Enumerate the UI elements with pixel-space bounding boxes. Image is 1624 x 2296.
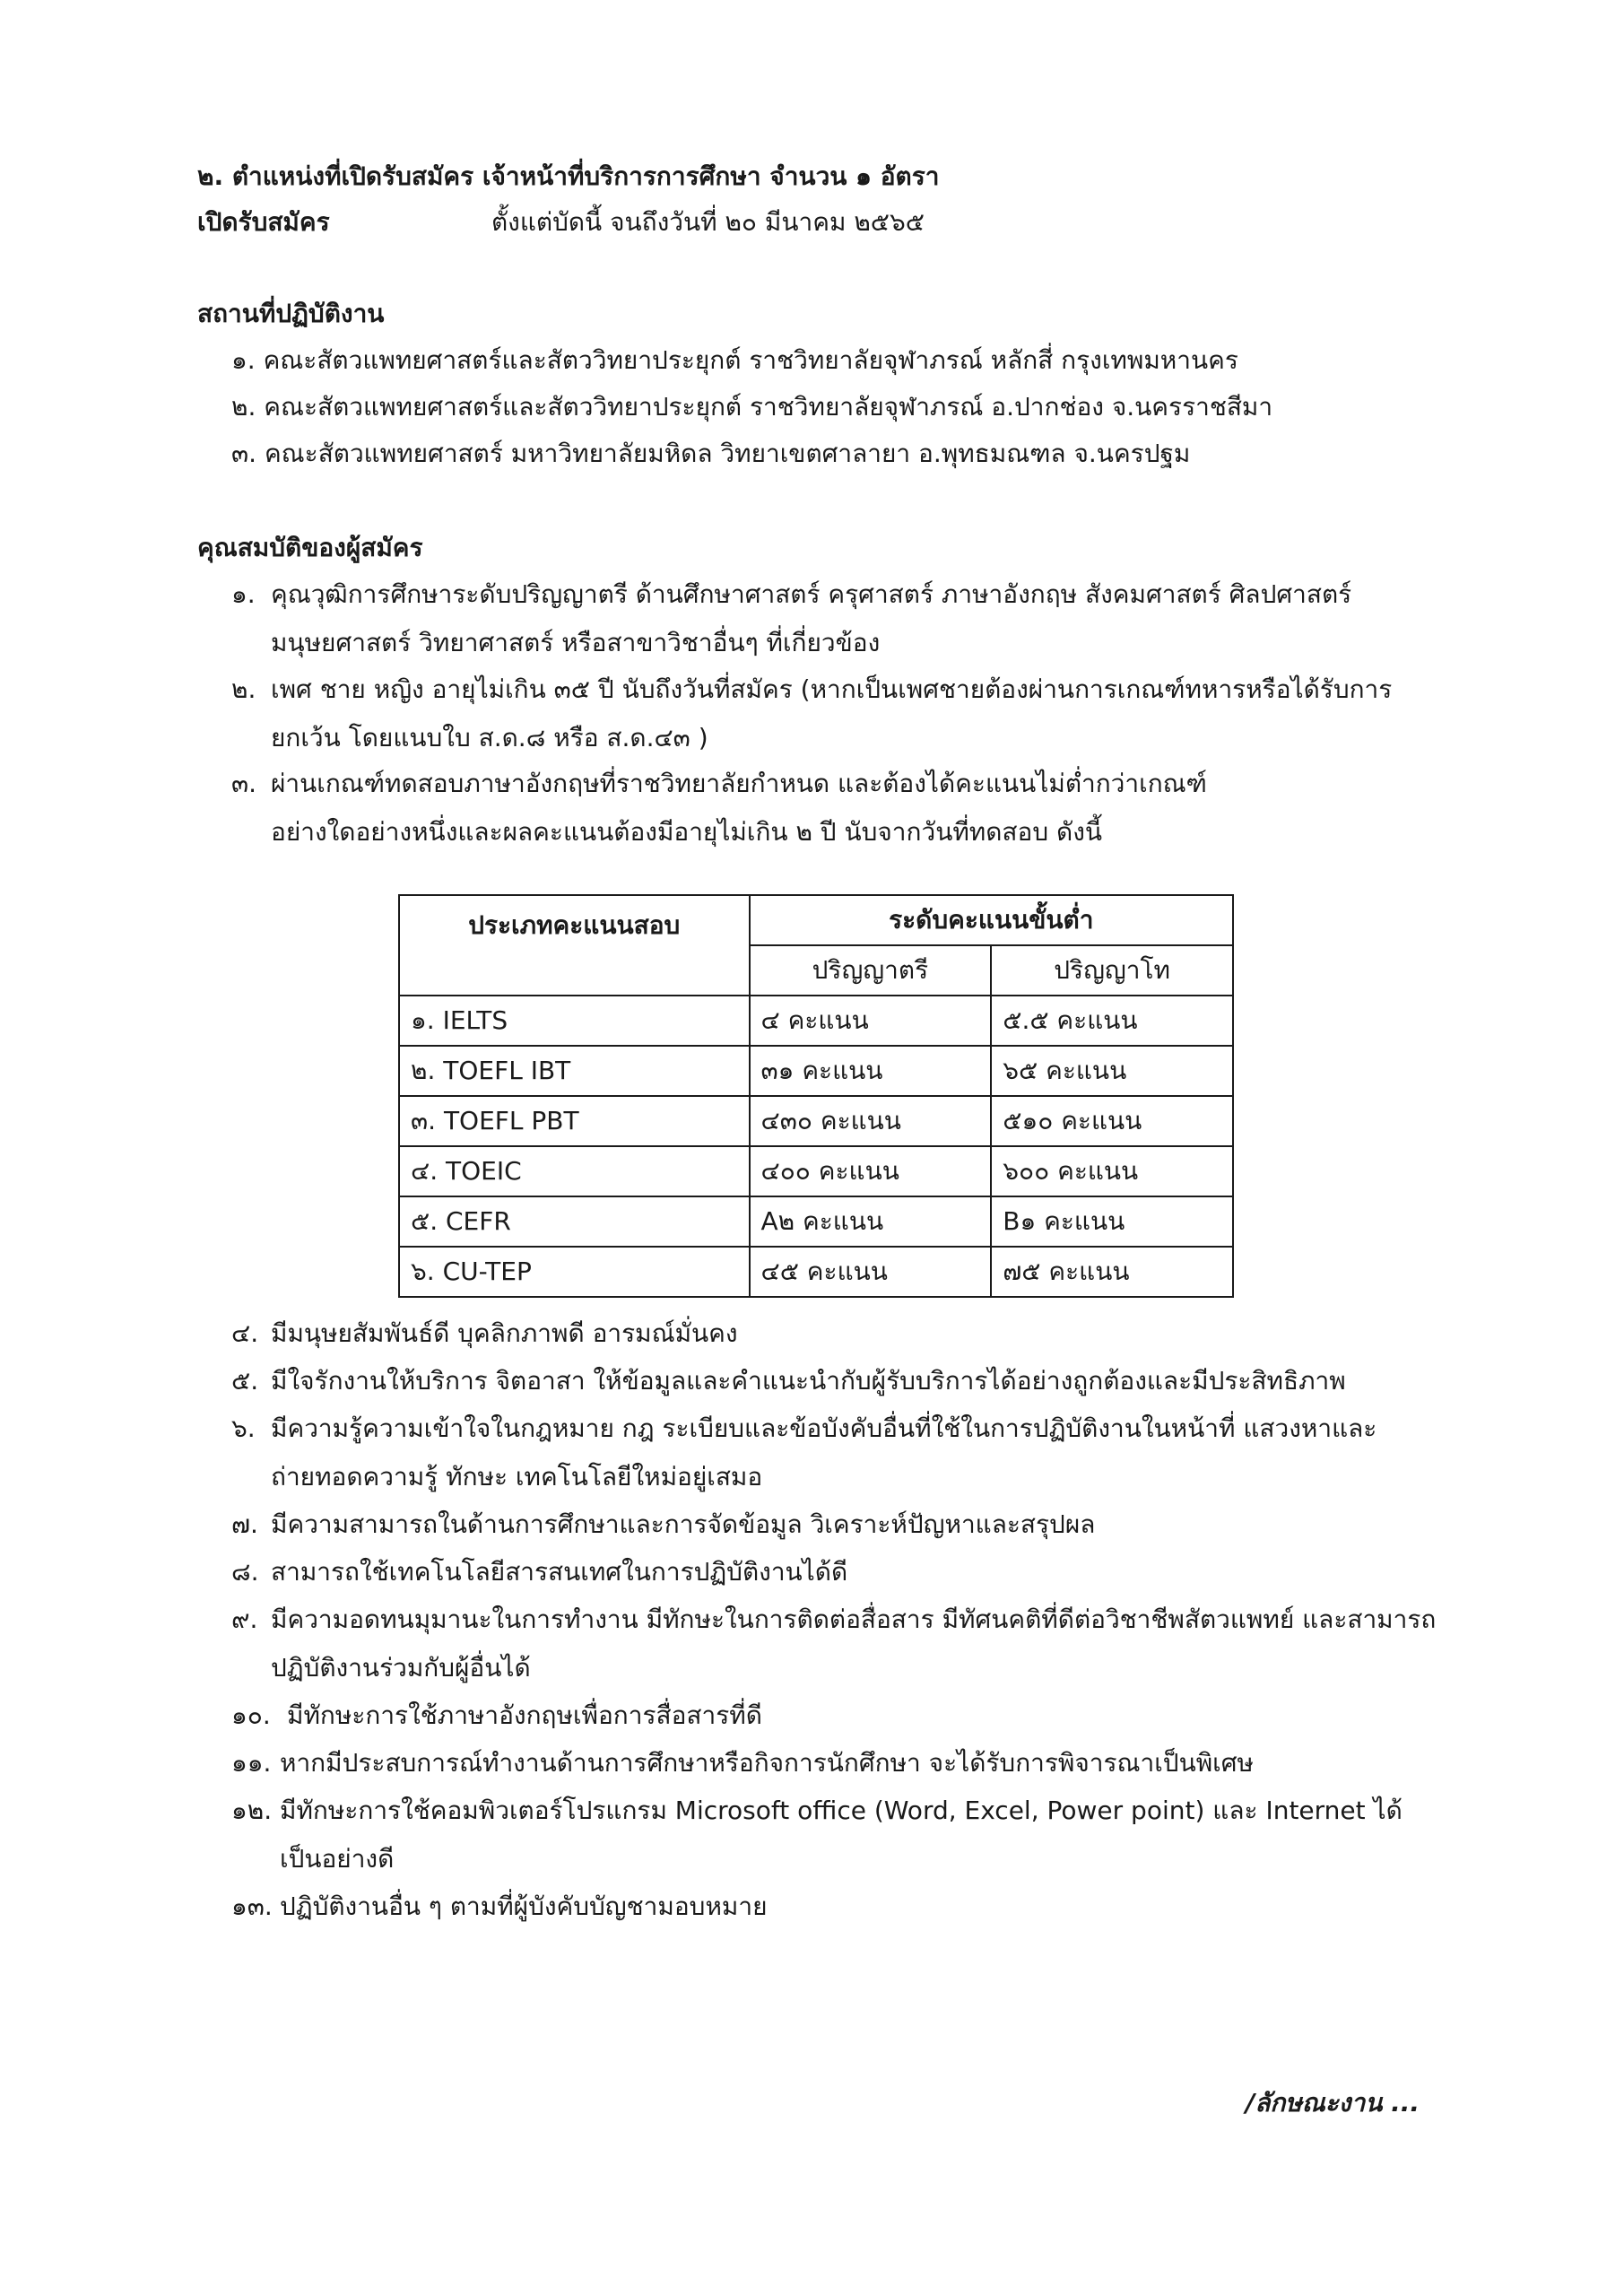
cell-test: ๖. CU-TEP [399,1247,750,1297]
item-number: ๑๐. [231,1700,271,1730]
item-number: ๒. [231,674,256,704]
cell-test: ๑. IELTS [399,996,750,1046]
item-text: ผ่านเกณฑ์ทดสอบภาษาอังกฤษที่ราชวิทยาลัยกำหนด และต้องได้คะแนนไม่ต่ำกว่าเกณฑ์ [271,769,1207,798]
table-row [399,996,1233,1046]
table-row [399,1146,1233,1196]
item-text: มีความสามารถในด้านการศึกษาและการจัดข้อมูล วิเคราะห์ปัญหาและสรุปผล [271,1509,1096,1539]
item-text: มีความรู้ความเข้าใจในกฎหมาย กฎ ระเบียบและข้อบังคับอื่นที่ใช้ในการปฏิบัติงานในหน้าที่ แสวงหาและ [271,1413,1377,1443]
workplace-item: ๓. คณะสัตวแพทยศาสตร์ มหาวิทยาลัยมหิดล วิทยาเขตศาลายา อ.พุทธมณฑล จ.นครปฐม [231,439,1191,468]
cell-master: ๕๑๐ คะแนน [991,1096,1233,1146]
cell-bachelor: ๔๕ คะแนน [750,1247,992,1297]
cell-bachelor: ๔ คะแนน [750,996,992,1046]
item-text: หากมีประสบการณ์ทำงานด้านการศึกษาหรือกิจการนักศึกษา จะได้รับการพิจารณาเป็นพิเศษ [280,1748,1254,1778]
item-text: มนุษยศาสตร์ วิทยาศาสตร์ หรือสาขาวิชาอื่นๆ ที่เกี่ยวข้อง [271,628,881,657]
cell-bachelor: ๔๓๐ คะแนน [750,1096,992,1146]
item-number: ๘. [231,1557,259,1587]
table-header-row [399,895,1233,945]
item-text: มีทักษะการใช้คอมพิวเตอร์โปรแกรม Microsoft office (Word, Excel, Power point) และ Internet ได้ [280,1796,1403,1825]
cell-test: ๒. TOEFL IBT [399,1046,750,1096]
cell-bachelor: ๓๑ คะแนน [750,1046,992,1096]
item-text: อย่างใดอย่างหนึ่งและผลคะแนนต้องมีอายุไม่เกิน ๒ ปี นับจากวันที่ทดสอบ ดังนี้ [271,817,1103,847]
item-number: ๑๑. [231,1748,272,1778]
item-text: เพศ ชาย หญิง อายุไม่เกิน ๓๕ ปี นับถึงวันที่สมัคร (หากเป็นเพศชายต้องผ่านการเกณฑ์ทหารหรือได้รับการ [271,674,1393,704]
item-text: มีทักษะการใช้ภาษาอังกฤษเพื่อการสื่อสารที่ดี [287,1700,762,1730]
item-text: ปฏิบัติงานอื่น ๆ ตามที่ผู้บังคับบัญชามอบหมาย [280,1892,768,1921]
item-text: คุณวุฒิการศึกษาระดับปริญญาตรี ด้านศึกษาศาสตร์ ครุศาสตร์ ภาษาอังกฤษ สังคมศาสตร์ ศิลปศาสตร์ [271,579,1352,609]
continuation-footer: /ลักษณะงาน ... [1245,2088,1420,2118]
workplace-heading: สถานที่ปฏิบัติงาน [197,299,385,328]
item-number: ๔. [231,1318,259,1348]
item-text: เป็นอย่างดี [280,1844,395,1874]
cell-test: ๕. CEFR [399,1196,750,1247]
cell-master: B๑ คะแนน [991,1196,1233,1247]
header-bachelor: ปริญญาตรี [750,945,992,996]
item-text: มีความอดทนมุมานะในการทำงาน มีทักษะในการติดต่อสื่อสาร มีทัศนคติที่ดีต่อวิชาชีพสัตวแพทย์ และสามารถ [271,1605,1437,1634]
item-number: ๑. [231,579,256,609]
item-number: ๗. [231,1509,258,1539]
score-table [398,894,1234,1298]
cell-bachelor: A๒ คะแนน [750,1196,992,1247]
item-number: ๙. [231,1605,258,1634]
qualifications-heading: คุณสมบัติของผู้สมัคร [197,533,423,562]
cell-bachelor: ๔๐๐ คะแนน [750,1146,992,1196]
header-master: ปริญญาโท [991,945,1233,996]
table-row [399,1247,1233,1297]
open-label: เปิดรับสมัคร [197,207,330,237]
item-text: มีมนุษยสัมพันธ์ดี บุคลิกภาพดี อารมณ์มั่นคง [271,1318,738,1348]
item-text: ยกเว้น โดยแนบใบ ส.ด.๘ หรือ ส.ด.๔๓ ) [271,723,708,752]
header-min-level: ระดับคะแนนขั้นต่ำ [750,895,1233,945]
item-number: ๕. [231,1366,259,1396]
item-number: ๖. [231,1413,256,1443]
table-row [399,1196,1233,1247]
cell-test: ๔. TOEIC [399,1146,750,1196]
table-row [399,1096,1233,1146]
item-text: สามารถใช้เทคโนโลยีสารสนเทศในการปฏิบัติงานได้ดี [271,1557,848,1587]
open-value: ตั้งแต่บัดนี้ จนถึงวันที่ ๒๐ มีนาคม ๒๕๖๕ [491,207,925,237]
cell-master: ๗๕ คะแนน [991,1247,1233,1297]
cell-test: ๓. TOEFL PBT [399,1096,750,1146]
item-text: ถ่ายทอดความรู้ ทักษะ เทคโนโลยีใหม่อยู่เสมอ [271,1462,763,1492]
cell-master: ๖๕ คะแนน [991,1046,1233,1096]
workplace-item: ๒. คณะสัตวแพทยศาสตร์และสัตววิทยาประยุกต์ ราชวิทยาลัยจุฬาภรณ์ อ.ปากช่อง จ.นครราชสีมา [231,392,1273,422]
item-number: ๑๒. [231,1796,273,1825]
item-text: มีใจรักงานให้บริการ จิตอาสา ให้ข้อมูลและคำแนะนำกับผู้รับบริการได้อย่างถูกต้องและมีประสิทธิภาพ [271,1366,1346,1396]
cell-master: ๕.๕ คะแนน [991,996,1233,1046]
header-test-type: ประเภทคะแนนสอบ [399,895,750,996]
item-text: ปฏิบัติงานร่วมกับผู้อื่นได้ [271,1653,531,1683]
item-number: ๑๓. [231,1892,273,1921]
item-number: ๓. [231,769,257,798]
cell-master: ๖๐๐ คะแนน [991,1146,1233,1196]
position-line: ๒. ตำแหน่งที่เปิดรับสมัคร เจ้าหน้าที่บริการการศึกษา จำนวน ๑ อัตรา [197,161,940,191]
workplace-item: ๑. คณะสัตวแพทยศาสตร์และสัตววิทยาประยุกต์ ราชวิทยาลัยจุฬาภรณ์ หลักสี่ กรุงเทพมหานคร [231,345,1238,375]
table-row [399,1046,1233,1096]
